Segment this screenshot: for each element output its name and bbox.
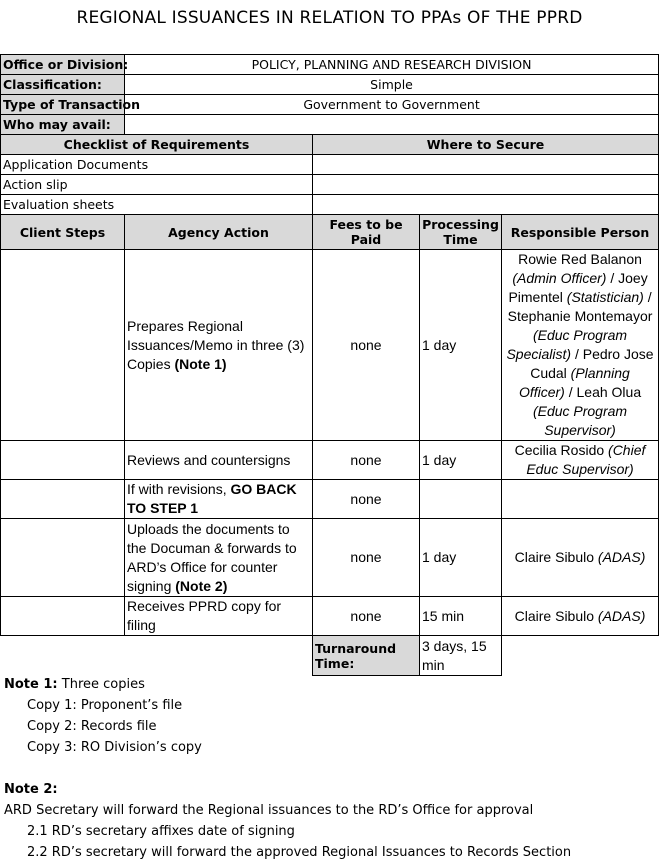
fees-header: Fees to be Paid <box>313 215 420 250</box>
fee-cell: none <box>313 519 420 597</box>
office-label: Office or Division: <box>1 55 125 75</box>
step-row-1 <box>1 250 659 441</box>
empty-cell <box>125 636 313 676</box>
fee-cell: none <box>313 480 420 519</box>
where-header: Where to Secure <box>313 135 659 155</box>
agency-action-cell <box>125 250 313 441</box>
transaction-label: Type of Transaction <box>1 95 125 115</box>
note-2 <box>4 779 571 863</box>
responsible-name: Cecilia Rosido <box>514 442 609 458</box>
responsible-name: Rowie Red Balanon <box>518 251 642 267</box>
requirement-row <box>1 195 659 215</box>
requirement-where <box>313 155 659 175</box>
processing-time-header: Processing Time <box>420 215 502 250</box>
empty-cell <box>1 636 125 676</box>
process-table <box>0 54 659 676</box>
who-label: Who may avail: <box>1 115 125 135</box>
responsible-name: / Joey Pimentel <box>508 270 648 305</box>
turnaround-row <box>1 636 659 676</box>
time-cell <box>420 480 502 519</box>
note-2-item: 2.1 RD’s secretary affixes date of signing <box>27 824 295 839</box>
responsible-name: / Leah Olua <box>564 384 642 400</box>
classification-value: Simple <box>125 75 659 95</box>
fee-cell: none <box>313 597 420 636</box>
transaction-value: Government to Government <box>125 95 659 115</box>
responsible-role: (Educ Program Specialist) <box>506 327 628 362</box>
agency-action-header: Agency Action <box>125 215 313 250</box>
responsible-name: Claire Sibulo <box>514 607 598 624</box>
note-1-text: Three copies <box>57 677 145 692</box>
responsible-role: (Planning Officer) <box>518 365 630 400</box>
responsible-name: / Stephanie Montemayor <box>507 289 653 324</box>
info-row-transaction <box>1 95 659 115</box>
responsible-cell <box>502 441 659 480</box>
responsible-cell <box>502 519 659 597</box>
step-row-3 <box>1 480 659 519</box>
turnaround-value: 3 days, 15 min <box>420 636 502 676</box>
action-text: Prepares Regional Issuances/Memo in three (3) Copies <box>127 317 305 372</box>
classification-label: Classification: <box>1 75 125 95</box>
note-2-text: ARD Secretary will forward the Regional issuances to the RD’s Office for approval <box>4 803 534 818</box>
responsible-name: Claire Sibulo <box>514 549 598 565</box>
client-step-cell <box>1 597 125 636</box>
responsible-role: (Educ Program Supervisor) <box>532 403 628 438</box>
responsible-cell <box>502 250 659 441</box>
responsible-role: (ADAS) <box>597 607 646 624</box>
time-cell: 1 day <box>420 250 502 441</box>
step-row-4 <box>1 519 659 597</box>
responsible-role: (ADAS) <box>597 549 646 565</box>
checklist-header: Checklist of Requirements <box>1 135 313 155</box>
responsible-role: (Admin Officer) <box>512 270 607 286</box>
requirement-where <box>313 195 659 215</box>
time-cell: 1 day <box>420 441 502 480</box>
action-text: Uploads the documents to the Documan & forwards to ARD’s Office for counter signing <box>127 520 297 594</box>
action-note: (Note 1) <box>174 355 227 372</box>
time-cell: 15 min <box>420 597 502 636</box>
requirement-item: Action slip <box>1 175 313 195</box>
fee-cell: none <box>313 441 420 480</box>
requirement-row <box>1 155 659 175</box>
info-row-classification <box>1 75 659 95</box>
note-1-item: Copy 3: RO Division’s copy <box>27 740 202 755</box>
action-goto: GO BACK TO STEP 1 <box>127 481 297 516</box>
requirement-item: Evaluation sheets <box>1 195 313 215</box>
steps-header <box>1 215 659 250</box>
empty-cell <box>502 636 659 676</box>
agency-action-cell <box>125 519 313 597</box>
responsible-role: (Chief Educ Supervisor) <box>526 442 646 477</box>
responsible-cell <box>502 480 659 519</box>
page-title: REGIONAL ISSUANCES IN RELATION TO PPAs OF THE PPRD <box>76 8 583 28</box>
time-cell: 1 day <box>420 519 502 597</box>
client-step-cell <box>1 250 125 441</box>
note-1-item: Copy 2: Records file <box>27 719 157 734</box>
fee-cell: none <box>313 250 420 441</box>
office-value: POLICY, PLANNING AND RESEARCH DIVISION <box>125 55 659 75</box>
note-2-label: Note 2: <box>4 782 58 797</box>
client-step-cell <box>1 441 125 480</box>
step-row-2 <box>1 441 659 480</box>
responsible-name: / Pedro Jose Cudal <box>530 346 654 381</box>
client-step-cell <box>1 519 125 597</box>
turnaround-label: Turnaround Time: <box>313 636 420 676</box>
agency-action-cell: Reviews and countersigns <box>125 441 313 480</box>
requirement-item: Application Documents <box>1 155 313 175</box>
responsible-role: (Statistician) <box>566 289 644 305</box>
info-row-office <box>1 55 659 75</box>
step-row-5 <box>1 597 659 636</box>
note-2-item: 2.2 RD’s secretary will forward the approved Regional Issuances to Records Section <box>27 845 572 860</box>
requirement-where <box>313 175 659 195</box>
client-step-cell <box>1 480 125 519</box>
note-1-label: Note 1: <box>4 677 58 692</box>
agency-action-cell: Receives PPRD copy for filing <box>125 597 313 636</box>
requirements-header <box>1 135 659 155</box>
requirement-row <box>1 175 659 195</box>
action-note: (Note 2) <box>175 577 228 594</box>
responsible-cell <box>502 597 659 636</box>
action-text: If with revisions, <box>127 481 231 497</box>
note-1-item: Copy 1: Proponent’s file <box>27 698 183 713</box>
client-steps-header: Client Steps <box>1 215 125 250</box>
info-row-who <box>1 115 659 135</box>
responsible-header: Responsible Person <box>502 215 659 250</box>
who-value <box>125 115 659 135</box>
note-1 <box>4 675 202 758</box>
agency-action-cell <box>125 480 313 519</box>
